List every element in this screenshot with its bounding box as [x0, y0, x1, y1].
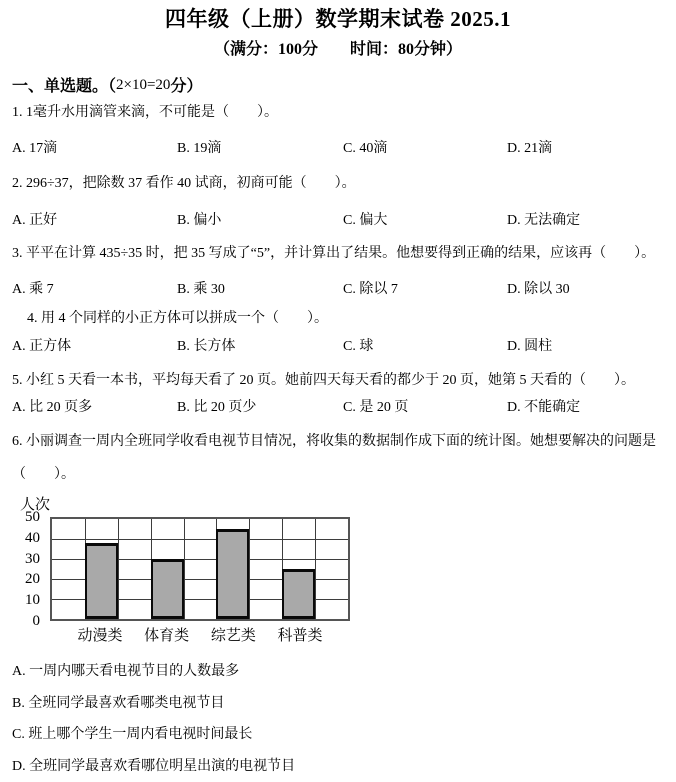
- y-tick-label: 10: [25, 592, 40, 609]
- question-4-option-b: B. 长方体: [177, 339, 236, 354]
- exam-page: [0, 5, 676, 782]
- x-category-label: 综艺类: [210, 628, 256, 644]
- exam-info: （满分：100分 时间：80分钟）: [213, 41, 462, 58]
- grid-hline: [52, 539, 348, 540]
- x-axis-labels: [50, 626, 350, 646]
- chart-body: [25, 509, 350, 646]
- grid-vline: [118, 519, 119, 619]
- y-tick-label: 30: [25, 550, 40, 567]
- question-5-text: 5. 小红 5 天看一本书，平均每天看了 20 页。她前四天每天看的都少于 20 页，她第 5 天看的（ ）。: [12, 373, 635, 388]
- question-6-option-d: D. 全班同学最喜欢看哪位明星出演的电视节目: [12, 759, 296, 774]
- question-1-option-c: C. 40滴: [343, 141, 388, 156]
- section-heading-suffix: 分）: [170, 78, 203, 95]
- question-3-text: 3. 平平在计算 435÷35 时，把 35 写成了“5”，并计算出了结果。他想要得到正确的结果，应该再（ ）。: [12, 246, 656, 261]
- question-5-option-c: C. 是 20 页: [343, 400, 409, 415]
- question-3-option-c: C. 除以 7: [343, 282, 398, 297]
- question-1-option-d: D. 21滴: [507, 141, 553, 156]
- question-6-option-a: A. 一周内哪天看电视节目的人数最多: [12, 664, 240, 679]
- grid-vline: [184, 519, 185, 619]
- x-category-label: 体育类: [144, 628, 190, 644]
- question-3-option-d: D. 除以 30: [507, 282, 570, 297]
- page-title: 四年级（上册）数学期末试卷 2025.1: [165, 7, 511, 31]
- question-4-option-d: D. 圆柱: [507, 339, 553, 354]
- question-2-option-b: B. 偏小: [177, 213, 222, 228]
- question-4-options: [12, 337, 664, 357]
- chart-plot-area: [50, 517, 350, 621]
- y-tick-label: 40: [25, 529, 40, 546]
- question-1-options: [12, 139, 664, 159]
- bar-科普类: [282, 569, 315, 619]
- grid-vline: [249, 519, 250, 619]
- section-score-formula: 2×10=20: [116, 77, 171, 93]
- bar-动漫类: [85, 543, 118, 619]
- question-2-text: 2. 296÷37，把除数 37 看作 40 试商，初商可能（ ）。: [12, 176, 356, 191]
- question-6-text: 6. 小丽调查一周内全班同学收看电视节目情况，将收集的数据制作成下面的统计图。她想要解决的问题是（ ）。: [12, 434, 656, 482]
- question-6-option-c: C. 班上哪个学生一周内看电视时间最长: [12, 727, 253, 742]
- chart-y-axis-label: 人次: [20, 497, 51, 513]
- question-5-option-a: A. 比 20 页多: [12, 400, 93, 415]
- question-2-options: [12, 211, 664, 231]
- question-1-option-a: A. 17滴: [12, 141, 58, 156]
- y-tick-label: 0: [32, 613, 40, 629]
- grid-vline: [315, 519, 316, 619]
- question-1-option-b: B. 19滴: [177, 141, 222, 156]
- question-1-text: 1. 1毫升水用滴管来滴，不可能是（ ）。: [12, 105, 278, 120]
- question-5-option-d: D. 不能确定: [507, 400, 581, 415]
- question-6-option-b: B. 全班同学最喜欢看哪类电视节目: [12, 696, 225, 711]
- question-4-option-a: A. 正方体: [12, 339, 72, 354]
- x-category-label: 科普类: [277, 628, 323, 644]
- section-heading-prefix: 一、单选题。（: [12, 78, 117, 95]
- question-5-options: [12, 398, 664, 418]
- question-4-text: 4. 用 4 个同样的小正方体可以拼成一个（ ）。: [27, 311, 328, 326]
- question-2-option-a: A. 正好: [12, 213, 58, 228]
- y-tick-label: 50: [25, 509, 40, 525]
- y-axis-ticks: [14, 509, 44, 629]
- section-heading: [12, 76, 664, 98]
- question-3-option-a: A. 乘 7: [12, 282, 54, 297]
- bar-体育类: [151, 559, 184, 619]
- bar-综艺类: [216, 529, 249, 619]
- bar-chart: [12, 495, 664, 646]
- question-4-option-c: C. 球: [343, 339, 374, 354]
- x-category-label: 动漫类: [77, 628, 123, 644]
- question-3-option-b: B. 乘 30: [177, 282, 225, 297]
- question-2-option-c: C. 偏大: [343, 213, 388, 228]
- question-2-option-d: D. 无法确定: [507, 213, 581, 228]
- question-3-options: [12, 280, 664, 300]
- question-5-option-b: B. 比 20 页少: [177, 400, 257, 415]
- y-tick-label: 20: [25, 571, 40, 588]
